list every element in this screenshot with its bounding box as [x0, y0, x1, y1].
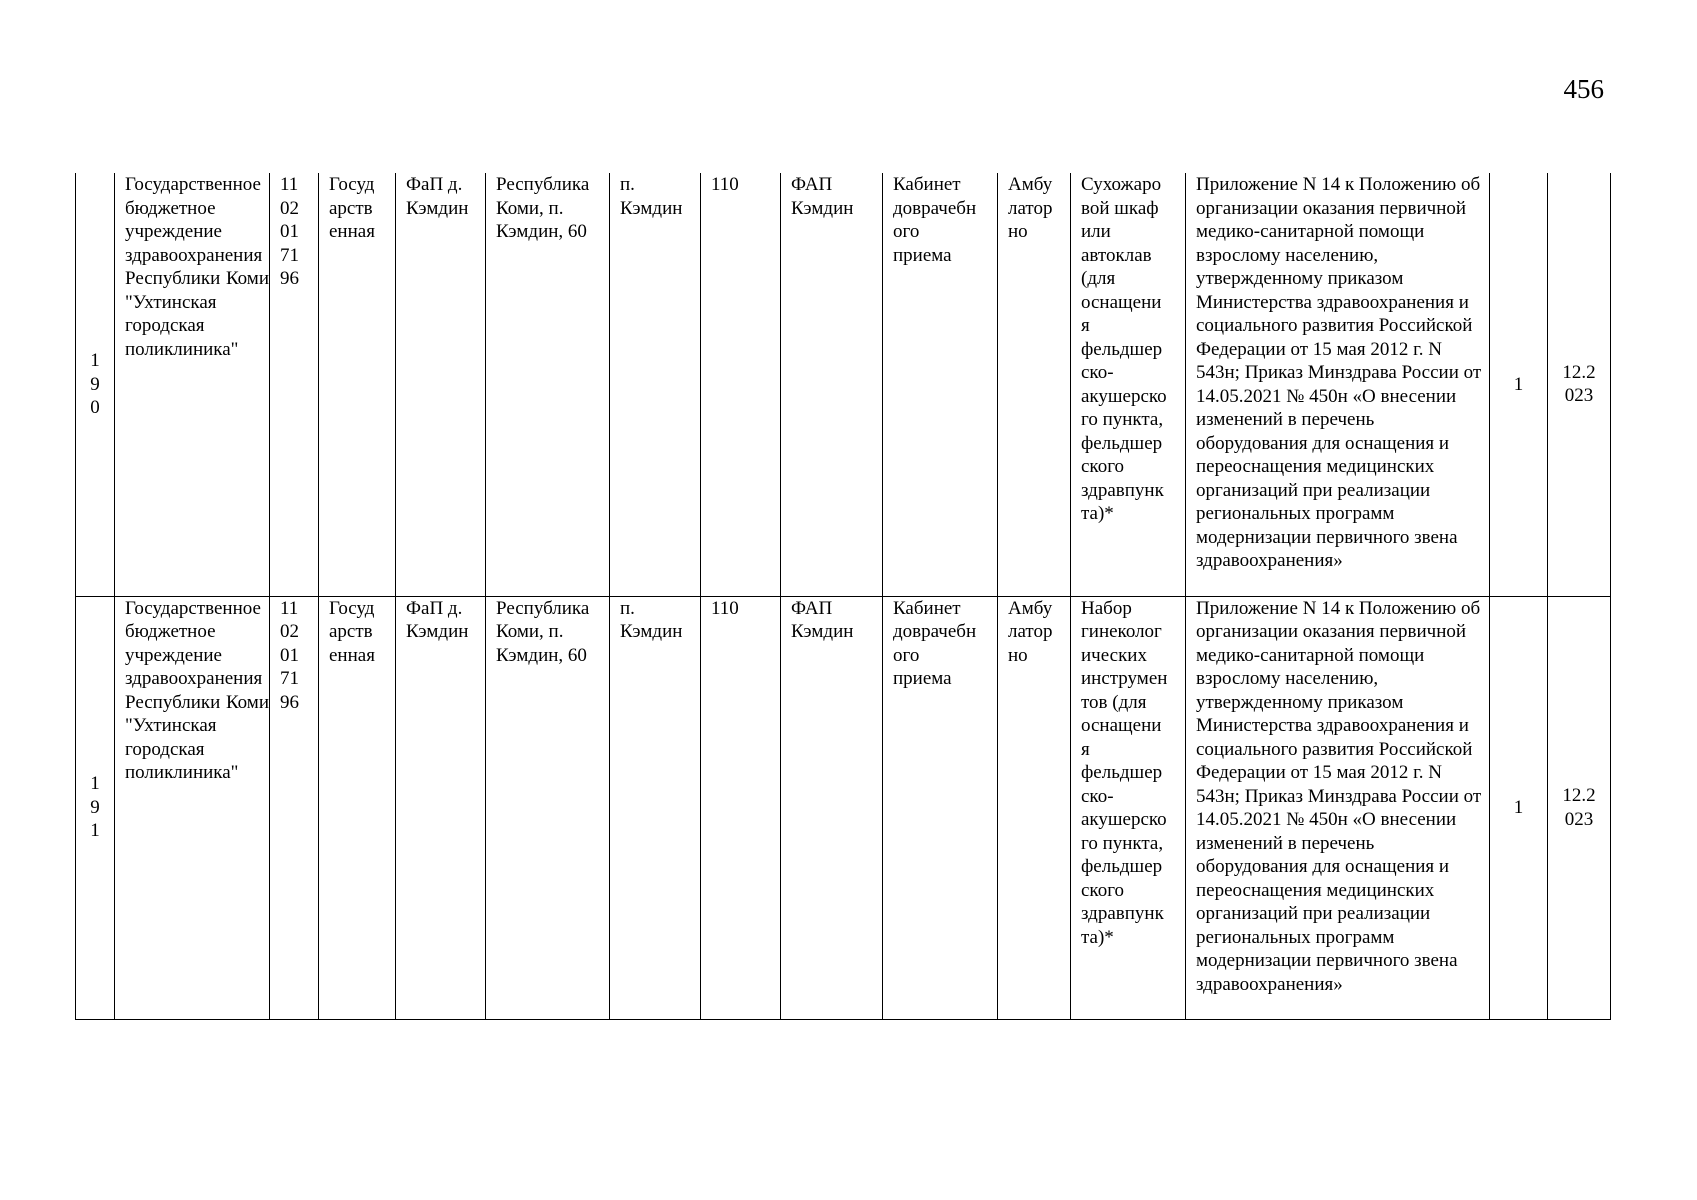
quantity-cell: 1	[1490, 173, 1548, 596]
address-cell: Республика Коми, п. Кэмдин, 60	[486, 173, 610, 596]
quantity-cell: 1	[1490, 596, 1548, 1019]
cabinet-cell: Кабинет доврачебн ого приема	[883, 596, 998, 1019]
row-index-cell	[76, 173, 115, 596]
organization-cell	[115, 596, 270, 1019]
number-cell: 110	[701, 173, 781, 596]
care-type-cell: Амбу латор но	[998, 173, 1071, 596]
fap-cell: ФАП Кэмдин	[781, 596, 883, 1019]
row-index-cell	[76, 596, 115, 1019]
care-type-cell: Амбу латор но	[998, 596, 1071, 1019]
code-cell: 11 02 01 71 96	[270, 173, 319, 596]
code-cell: 11 02 01 71 96	[270, 596, 319, 1019]
row-index: 191	[90, 773, 100, 842]
organization-name: Государственное бюджетное учреждение здравоохранения Республики Коми "Ухтинская городская поликлиника"	[125, 174, 269, 360]
equipment-cell: Набор гинеколог ических инструмен тов (для оснащени я фельдшер ско- акушерско го пункта, фельдшер ского здравпунк та)*	[1071, 596, 1186, 1019]
date-value: 12.2023	[1562, 785, 1596, 830]
table-row	[76, 596, 1611, 1019]
page-number: 456	[1563, 74, 1604, 104]
fap-cell: ФАП Кэмдин	[781, 173, 883, 596]
unit-cell: ФаП д. Кэмдин	[396, 173, 486, 596]
equipment-table	[75, 173, 1611, 1020]
locality-cell: п. Кэмдин	[610, 596, 701, 1019]
date-cell	[1548, 596, 1611, 1019]
locality-cell: п. Кэмдин	[610, 173, 701, 596]
unit-cell: ФаП д. Кэмдин	[396, 596, 486, 1019]
date-cell	[1548, 173, 1611, 596]
number-cell: 110	[701, 596, 781, 1019]
row-index: 190	[90, 350, 100, 418]
legal-basis-cell: Приложение N 14 к Положению об организации оказания первичной медико-санитарной помощи взрослому населению, утвержденному приказом Министерства здравоохранения и социального развития Российской Федерации от 15 мая 2012 г. N 543н; Приказ Минздрава России от 14.05.2021 № 450н «О внесении изменений в перечень оборудования для оснащения и переоснащения медицинских организаций при реализации региональных программ модернизации первичного звена здравоохранения»	[1186, 173, 1490, 596]
legal-basis-cell: Приложение N 14 к Положению об организации оказания первичной медико-санитарной помощи взрослому населению, утвержденному приказом Министерства здравоохранения и социального развития Российской Федерации от 15 мая 2012 г. N 543н; Приказ Минздрава России от 14.05.2021 № 450н «О внесении изменений в перечень оборудования для оснащения и переоснащения медицинских организаций при реализации региональных программ модернизации первичного звена здравоохранения»	[1186, 596, 1490, 1019]
organization-name: Государственное бюджетное учреждение здравоохранения Республики Коми "Ухтинская городская поликлиника"	[125, 597, 269, 783]
ownership-cell: Госуд арств енная	[319, 173, 396, 596]
ownership-cell: Госуд арств енная	[319, 596, 396, 1019]
address-cell: Республика Коми, п. Кэмдин, 60	[486, 596, 610, 1019]
equipment-cell: Сухожаро вой шкаф или автоклав (для оснащени я фельдшер ско- акушерско го пункта, фельдшер ского здравпунк та)*	[1071, 173, 1186, 596]
table-row	[76, 173, 1611, 596]
cabinet-cell: Кабинет доврачебн ого приема	[883, 173, 998, 596]
date-value: 12.2023	[1562, 361, 1596, 407]
organization-cell	[115, 173, 270, 596]
